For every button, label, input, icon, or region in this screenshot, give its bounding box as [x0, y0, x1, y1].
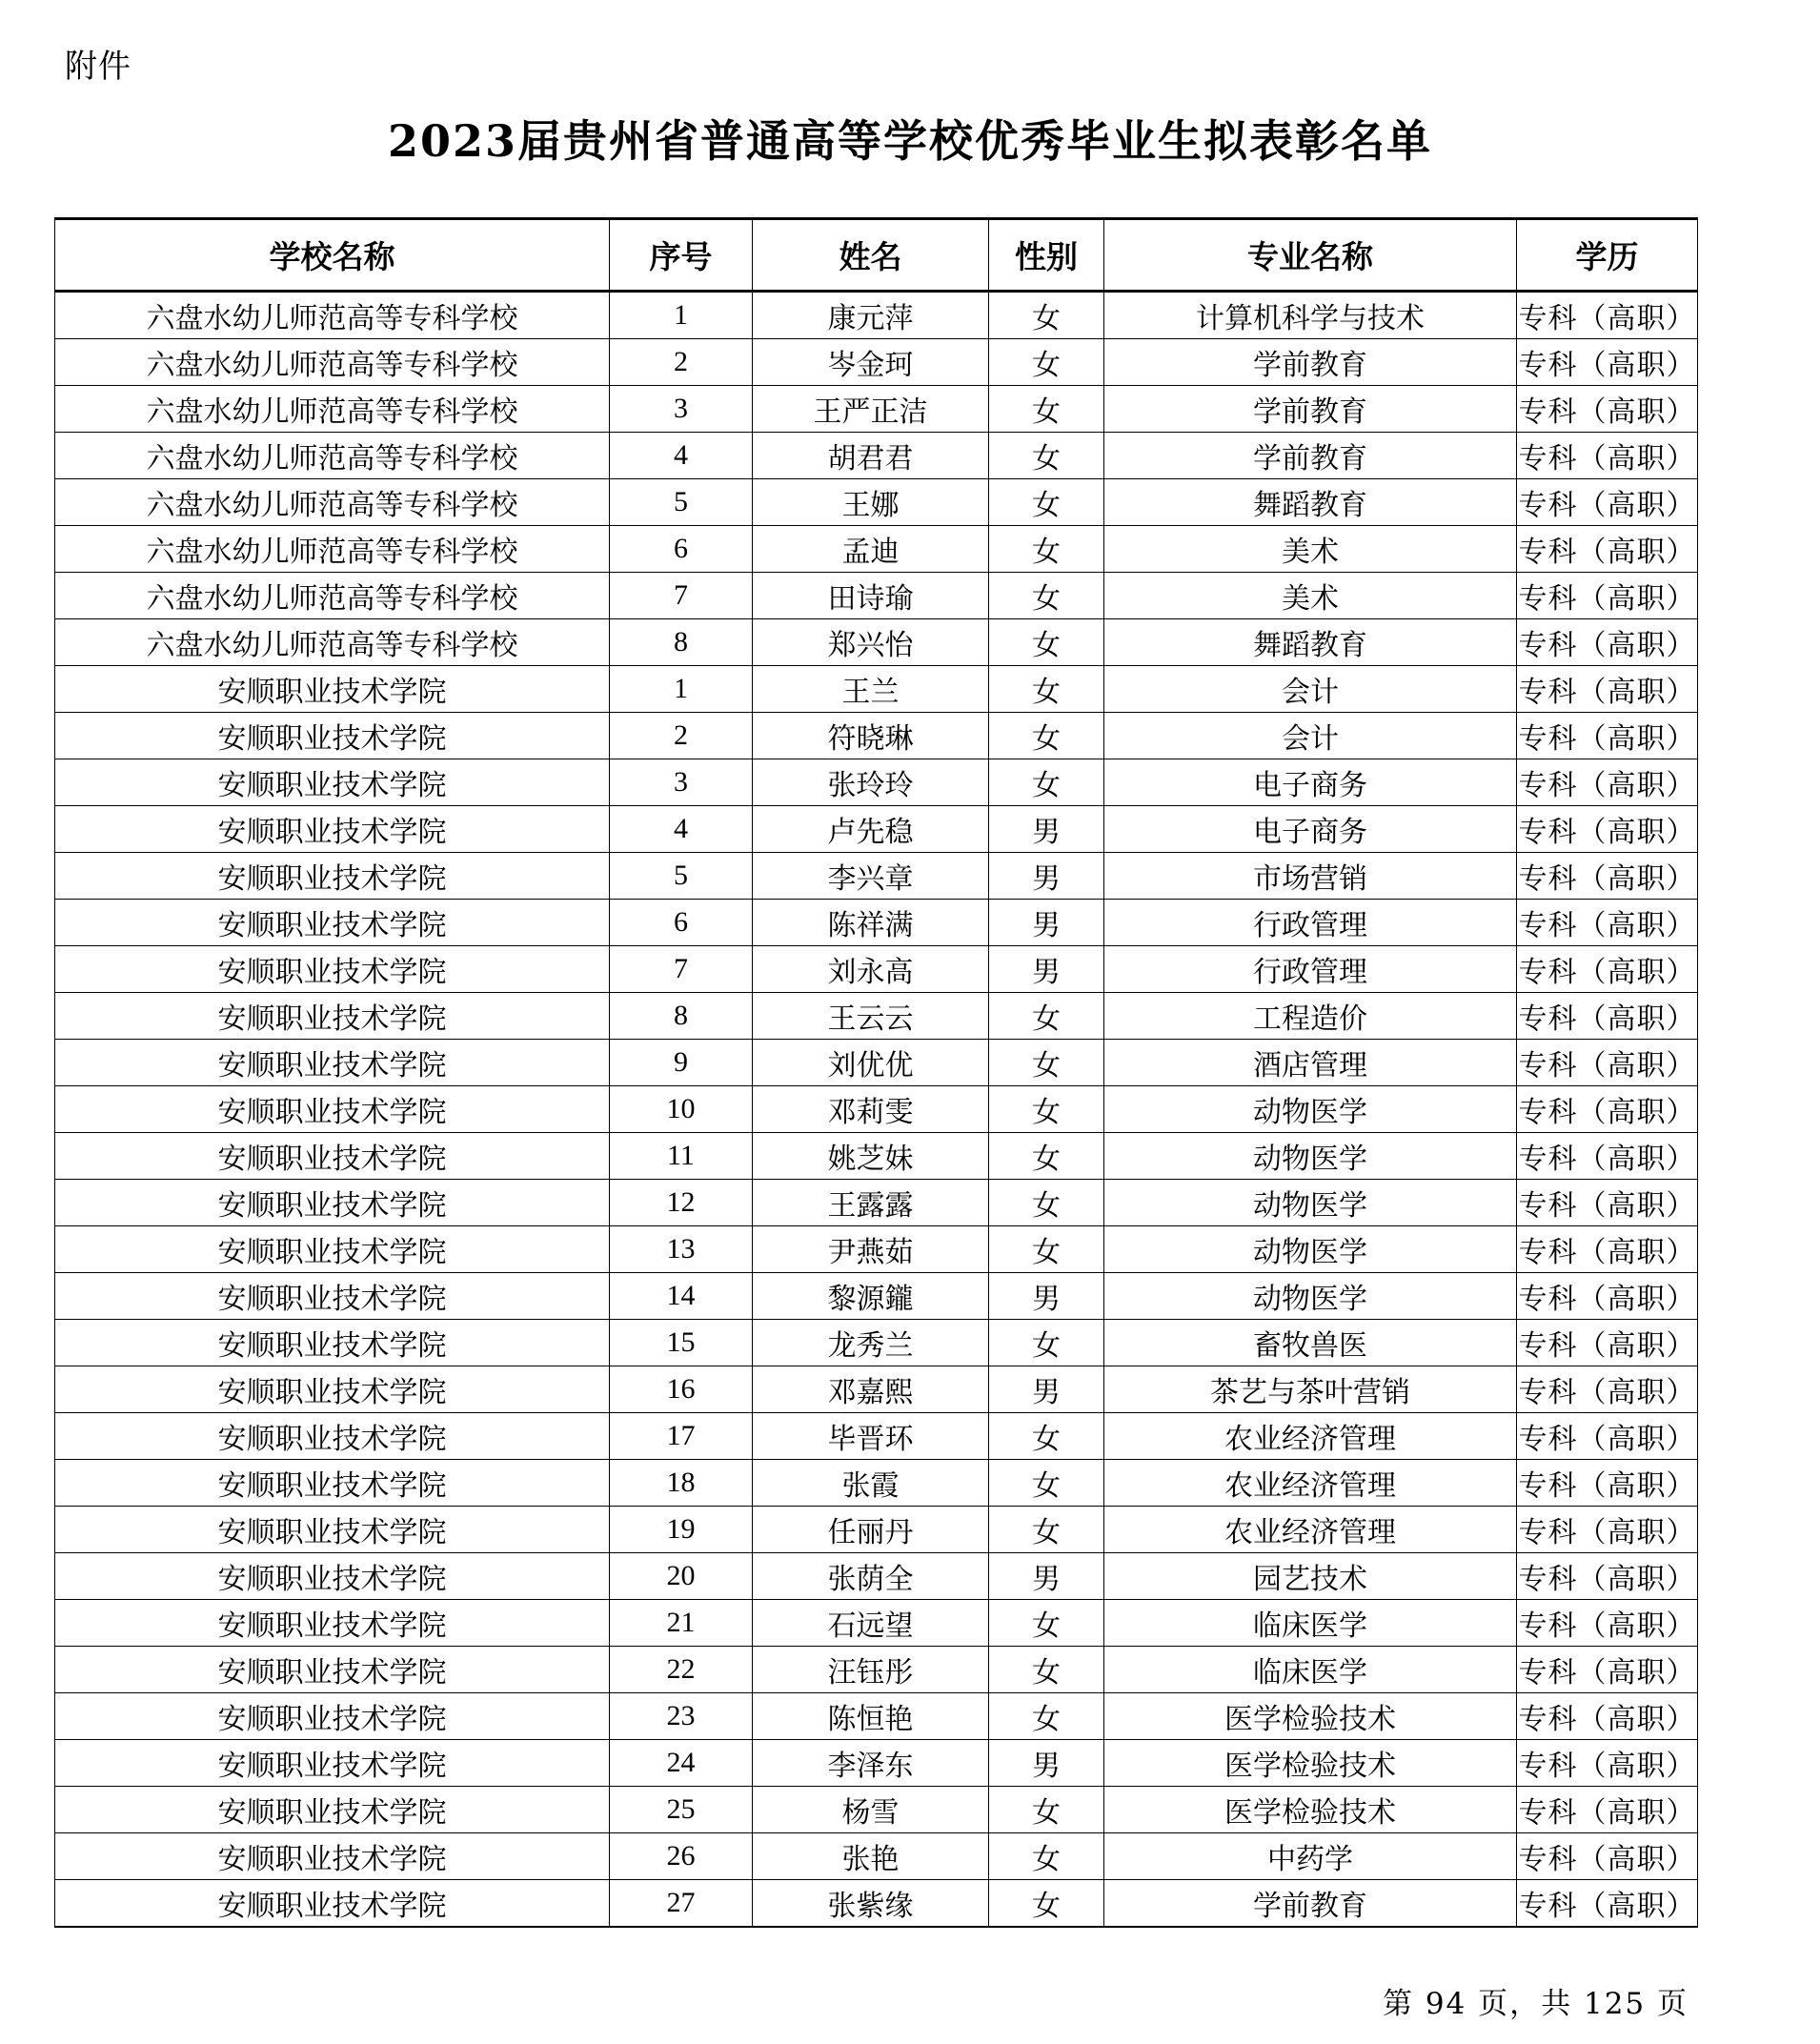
cell-education: 专科（高职） [1517, 853, 1698, 900]
header-name: 姓名 [753, 219, 989, 292]
cell-school: 六盘水幼儿师范高等专科学校 [55, 386, 610, 433]
cell-major: 酒店管理 [1104, 1040, 1517, 1086]
cell-seq: 21 [610, 1600, 753, 1647]
cell-major: 动物医学 [1104, 1133, 1517, 1180]
cell-name: 李兴章 [753, 853, 989, 900]
table-row [55, 479, 1698, 526]
cell-gender: 女 [989, 386, 1104, 433]
cell-education: 专科（高职） [1517, 1740, 1698, 1787]
cell-name: 陈恒艳 [753, 1693, 989, 1740]
cell-name: 任丽丹 [753, 1507, 989, 1553]
cell-gender: 女 [989, 1460, 1104, 1507]
cell-major: 会计 [1104, 666, 1517, 713]
cell-gender: 女 [989, 666, 1104, 713]
table-row [55, 1133, 1698, 1180]
cell-education: 专科（高职） [1517, 1366, 1698, 1413]
cell-seq: 7 [610, 946, 753, 993]
cell-name: 邓莉雯 [753, 1086, 989, 1133]
cell-school: 安顺职业技术学院 [55, 1273, 610, 1320]
cell-name: 康元萍 [753, 292, 989, 339]
cell-name: 张玲玲 [753, 759, 989, 806]
cell-name: 黎源鑨 [753, 1273, 989, 1320]
cell-gender: 女 [989, 1320, 1104, 1366]
table-row [55, 1040, 1698, 1086]
cell-major: 动物医学 [1104, 1273, 1517, 1320]
cell-major: 行政管理 [1104, 946, 1517, 993]
cell-education: 专科（高职） [1517, 1040, 1698, 1086]
cell-education: 专科（高职） [1517, 619, 1698, 666]
cell-school: 安顺职业技术学院 [55, 1787, 610, 1833]
cell-school: 六盘水幼儿师范高等专科学校 [55, 479, 610, 526]
cell-seq: 10 [610, 1086, 753, 1133]
cell-seq: 25 [610, 1787, 753, 1833]
cell-education: 专科（高职） [1517, 1693, 1698, 1740]
cell-school: 安顺职业技术学院 [55, 946, 610, 993]
cell-education: 专科（高职） [1517, 1553, 1698, 1600]
cell-school: 安顺职业技术学院 [55, 853, 610, 900]
cell-major: 电子商务 [1104, 806, 1517, 853]
cell-school: 安顺职业技术学院 [55, 1647, 610, 1693]
cell-school: 安顺职业技术学院 [55, 1226, 610, 1273]
cell-gender: 女 [989, 1833, 1104, 1880]
cell-major: 舞蹈教育 [1104, 619, 1517, 666]
cell-school: 安顺职业技术学院 [55, 1507, 610, 1553]
cell-seq: 13 [610, 1226, 753, 1273]
cell-name: 胡君君 [753, 433, 989, 479]
cell-major: 农业经济管理 [1104, 1460, 1517, 1507]
cell-major: 畜牧兽医 [1104, 1320, 1517, 1366]
cell-name: 张荫全 [753, 1553, 989, 1600]
header-school: 学校名称 [55, 219, 610, 292]
cell-gender: 女 [989, 479, 1104, 526]
cell-seq: 22 [610, 1647, 753, 1693]
table-row [55, 1180, 1698, 1226]
cell-seq: 24 [610, 1740, 753, 1787]
cell-seq: 23 [610, 1693, 753, 1740]
cell-gender: 男 [989, 946, 1104, 993]
cell-major: 动物医学 [1104, 1086, 1517, 1133]
cell-seq: 6 [610, 900, 753, 946]
cell-gender: 女 [989, 713, 1104, 759]
cell-gender: 女 [989, 1647, 1104, 1693]
cell-name: 邓嘉熙 [753, 1366, 989, 1413]
cell-seq: 7 [610, 573, 753, 619]
cell-gender: 女 [989, 526, 1104, 573]
cell-gender: 男 [989, 1273, 1104, 1320]
cell-education: 专科（高职） [1517, 759, 1698, 806]
table-row [55, 339, 1698, 386]
cell-seq: 2 [610, 339, 753, 386]
cell-major: 工程造价 [1104, 993, 1517, 1040]
cell-seq: 5 [610, 479, 753, 526]
table-row [55, 1460, 1698, 1507]
cell-gender: 女 [989, 1787, 1104, 1833]
cell-education: 专科（高职） [1517, 1507, 1698, 1553]
cell-major: 学前教育 [1104, 339, 1517, 386]
cell-major: 学前教育 [1104, 1880, 1517, 1928]
cell-major: 舞蹈教育 [1104, 479, 1517, 526]
table-row [55, 806, 1698, 853]
cell-seq: 4 [610, 433, 753, 479]
cell-seq: 8 [610, 993, 753, 1040]
table-row [55, 1600, 1698, 1647]
cell-education: 专科（高职） [1517, 1320, 1698, 1366]
cell-education: 专科（高职） [1517, 666, 1698, 713]
cell-gender: 女 [989, 1086, 1104, 1133]
cell-school: 六盘水幼儿师范高等专科学校 [55, 526, 610, 573]
table-row [55, 1740, 1698, 1787]
cell-gender: 女 [989, 1133, 1104, 1180]
cell-gender: 男 [989, 1740, 1104, 1787]
cell-education: 专科（高职） [1517, 433, 1698, 479]
header-seq: 序号 [610, 219, 753, 292]
table-row [55, 292, 1698, 339]
cell-school: 安顺职业技术学院 [55, 1880, 610, 1928]
cell-seq: 15 [610, 1320, 753, 1366]
cell-name: 张艳 [753, 1833, 989, 1880]
cell-gender: 女 [989, 1180, 1104, 1226]
cell-major: 临床医学 [1104, 1647, 1517, 1693]
cell-seq: 3 [610, 386, 753, 433]
honoree-table [54, 217, 1698, 1928]
cell-name: 尹燕茹 [753, 1226, 989, 1273]
table-row [55, 1507, 1698, 1553]
table-row [55, 1366, 1698, 1413]
header-major: 专业名称 [1104, 219, 1517, 292]
cell-major: 市场营销 [1104, 853, 1517, 900]
cell-school: 六盘水幼儿师范高等专科学校 [55, 619, 610, 666]
cell-major: 动物医学 [1104, 1180, 1517, 1226]
cell-seq: 3 [610, 759, 753, 806]
cell-major: 农业经济管理 [1104, 1413, 1517, 1460]
cell-name: 张霞 [753, 1460, 989, 1507]
table-body [55, 292, 1698, 1928]
cell-school: 安顺职业技术学院 [55, 1040, 610, 1086]
cell-gender: 女 [989, 292, 1104, 339]
table-row [55, 1833, 1698, 1880]
cell-seq: 5 [610, 853, 753, 900]
table-row [55, 526, 1698, 573]
cell-education: 专科（高职） [1517, 1413, 1698, 1460]
table-row [55, 759, 1698, 806]
cell-gender: 女 [989, 339, 1104, 386]
cell-school: 安顺职业技术学院 [55, 1740, 610, 1787]
cell-education: 专科（高职） [1517, 993, 1698, 1040]
cell-seq: 20 [610, 1553, 753, 1600]
cell-school: 安顺职业技术学院 [55, 713, 610, 759]
cell-education: 专科（高职） [1517, 713, 1698, 759]
table-row [55, 573, 1698, 619]
cell-major: 美术 [1104, 526, 1517, 573]
cell-name: 岑金珂 [753, 339, 989, 386]
cell-school: 安顺职业技术学院 [55, 1413, 610, 1460]
table-row [55, 853, 1698, 900]
cell-gender: 女 [989, 759, 1104, 806]
cell-education: 专科（高职） [1517, 573, 1698, 619]
cell-education: 专科（高职） [1517, 339, 1698, 386]
cell-seq: 16 [610, 1366, 753, 1413]
cell-gender: 女 [989, 1507, 1104, 1553]
cell-school: 安顺职业技术学院 [55, 806, 610, 853]
cell-major: 动物医学 [1104, 1226, 1517, 1273]
cell-major: 学前教育 [1104, 433, 1517, 479]
cell-school: 六盘水幼儿师范高等专科学校 [55, 339, 610, 386]
cell-education: 专科（高职） [1517, 1647, 1698, 1693]
cell-school: 安顺职业技术学院 [55, 759, 610, 806]
cell-school: 安顺职业技术学院 [55, 1553, 610, 1600]
cell-name: 符晓琳 [753, 713, 989, 759]
cell-school: 安顺职业技术学院 [55, 666, 610, 713]
cell-name: 姚芝妹 [753, 1133, 989, 1180]
cell-gender: 女 [989, 993, 1104, 1040]
table-row [55, 1647, 1698, 1693]
table-row [55, 1880, 1698, 1928]
cell-gender: 女 [989, 1693, 1104, 1740]
cell-education: 专科（高职） [1517, 1880, 1698, 1928]
table-row [55, 1413, 1698, 1460]
cell-school: 安顺职业技术学院 [55, 1600, 610, 1647]
cell-education: 专科（高职） [1517, 479, 1698, 526]
cell-major: 中药学 [1104, 1833, 1517, 1880]
cell-major: 会计 [1104, 713, 1517, 759]
cell-name: 刘优优 [753, 1040, 989, 1086]
cell-seq: 18 [610, 1460, 753, 1507]
cell-school: 安顺职业技术学院 [55, 1133, 610, 1180]
cell-gender: 女 [989, 1413, 1104, 1460]
cell-gender: 女 [989, 1880, 1104, 1928]
table-header-row [55, 219, 1698, 292]
cell-seq: 1 [610, 666, 753, 713]
cell-seq: 27 [610, 1880, 753, 1928]
header-gender: 性别 [989, 219, 1104, 292]
cell-education: 专科（高职） [1517, 1273, 1698, 1320]
cell-education: 专科（高职） [1517, 292, 1698, 339]
cell-name: 王兰 [753, 666, 989, 713]
cell-name: 毕晋环 [753, 1413, 989, 1460]
cell-name: 石远望 [753, 1600, 989, 1647]
cell-gender: 女 [989, 1226, 1104, 1273]
table-row [55, 1226, 1698, 1273]
cell-major: 医学检验技术 [1104, 1787, 1517, 1833]
cell-school: 六盘水幼儿师范高等专科学校 [55, 433, 610, 479]
cell-seq: 2 [610, 713, 753, 759]
cell-name: 张紫缘 [753, 1880, 989, 1928]
table-row [55, 619, 1698, 666]
cell-education: 专科（高职） [1517, 1180, 1698, 1226]
cell-name: 龙秀兰 [753, 1320, 989, 1366]
cell-name: 杨雪 [753, 1787, 989, 1833]
table-row [55, 433, 1698, 479]
cell-school: 安顺职业技术学院 [55, 1833, 610, 1880]
table-row [55, 713, 1698, 759]
cell-major: 行政管理 [1104, 900, 1517, 946]
cell-seq: 26 [610, 1833, 753, 1880]
cell-gender: 男 [989, 853, 1104, 900]
cell-school: 安顺职业技术学院 [55, 1460, 610, 1507]
cell-school: 六盘水幼儿师范高等专科学校 [55, 292, 610, 339]
cell-major: 农业经济管理 [1104, 1507, 1517, 1553]
cell-school: 安顺职业技术学院 [55, 900, 610, 946]
cell-school: 六盘水幼儿师范高等专科学校 [55, 573, 610, 619]
cell-name: 王云云 [753, 993, 989, 1040]
cell-major: 园艺技术 [1104, 1553, 1517, 1600]
cell-gender: 女 [989, 433, 1104, 479]
cell-major: 电子商务 [1104, 759, 1517, 806]
cell-education: 专科（高职） [1517, 806, 1698, 853]
cell-name: 王露露 [753, 1180, 989, 1226]
header-education: 学历 [1517, 219, 1698, 292]
cell-gender: 男 [989, 1366, 1104, 1413]
cell-name: 郑兴怡 [753, 619, 989, 666]
table-row [55, 1693, 1698, 1740]
table-row [55, 993, 1698, 1040]
cell-major: 美术 [1104, 573, 1517, 619]
cell-education: 专科（高职） [1517, 386, 1698, 433]
cell-seq: 12 [610, 1180, 753, 1226]
cell-seq: 4 [610, 806, 753, 853]
cell-name: 汪钰彤 [753, 1647, 989, 1693]
cell-major: 医学检验技术 [1104, 1740, 1517, 1787]
cell-name: 卢先稳 [753, 806, 989, 853]
page-title: 2023届贵州省普通高等学校优秀毕业生拟表彰名单 [387, 115, 1433, 167]
cell-school: 安顺职业技术学院 [55, 1693, 610, 1740]
cell-name: 孟迪 [753, 526, 989, 573]
cell-name: 李泽东 [753, 1740, 989, 1787]
cell-education: 专科（高职） [1517, 1787, 1698, 1833]
cell-education: 专科（高职） [1517, 1460, 1698, 1507]
cell-school: 安顺职业技术学院 [55, 1180, 610, 1226]
cell-education: 专科（高职） [1517, 1226, 1698, 1273]
cell-name: 王娜 [753, 479, 989, 526]
cell-education: 专科（高职） [1517, 1133, 1698, 1180]
cell-name: 田诗瑜 [753, 573, 989, 619]
cell-education: 专科（高职） [1517, 526, 1698, 573]
cell-gender: 女 [989, 573, 1104, 619]
table-row [55, 1787, 1698, 1833]
table-row [55, 946, 1698, 993]
cell-gender: 男 [989, 1553, 1104, 1600]
cell-education: 专科（高职） [1517, 946, 1698, 993]
table-row [55, 900, 1698, 946]
cell-seq: 17 [610, 1413, 753, 1460]
cell-name: 陈祥满 [753, 900, 989, 946]
cell-school: 安顺职业技术学院 [55, 993, 610, 1040]
table-row [55, 1273, 1698, 1320]
cell-major: 计算机科学与技术 [1104, 292, 1517, 339]
cell-major: 学前教育 [1104, 386, 1517, 433]
cell-gender: 男 [989, 900, 1104, 946]
cell-major: 医学检验技术 [1104, 1693, 1517, 1740]
table-row [55, 1320, 1698, 1366]
attachment-label: 附件 [65, 48, 131, 86]
cell-school: 安顺职业技术学院 [55, 1086, 610, 1133]
page-number: 第 94 页，共 125 页 [1382, 1987, 1689, 2021]
cell-gender: 男 [989, 806, 1104, 853]
table-row [55, 386, 1698, 433]
table-row [55, 1553, 1698, 1600]
cell-education: 专科（高职） [1517, 900, 1698, 946]
cell-seq: 6 [610, 526, 753, 573]
cell-seq: 8 [610, 619, 753, 666]
cell-name: 刘永高 [753, 946, 989, 993]
cell-education: 专科（高职） [1517, 1600, 1698, 1647]
cell-gender: 女 [989, 1600, 1104, 1647]
cell-seq: 14 [610, 1273, 753, 1320]
cell-education: 专科（高职） [1517, 1086, 1698, 1133]
cell-seq: 9 [610, 1040, 753, 1086]
cell-seq: 11 [610, 1133, 753, 1180]
cell-school: 安顺职业技术学院 [55, 1320, 610, 1366]
table-row [55, 1086, 1698, 1133]
cell-seq: 1 [610, 292, 753, 339]
cell-education: 专科（高职） [1517, 1833, 1698, 1880]
cell-major: 茶艺与茶叶营销 [1104, 1366, 1517, 1413]
cell-seq: 19 [610, 1507, 753, 1553]
cell-gender: 女 [989, 1040, 1104, 1086]
table-row [55, 666, 1698, 713]
cell-gender: 女 [989, 619, 1104, 666]
cell-name: 王严正洁 [753, 386, 989, 433]
cell-school: 安顺职业技术学院 [55, 1366, 610, 1413]
cell-major: 临床医学 [1104, 1600, 1517, 1647]
